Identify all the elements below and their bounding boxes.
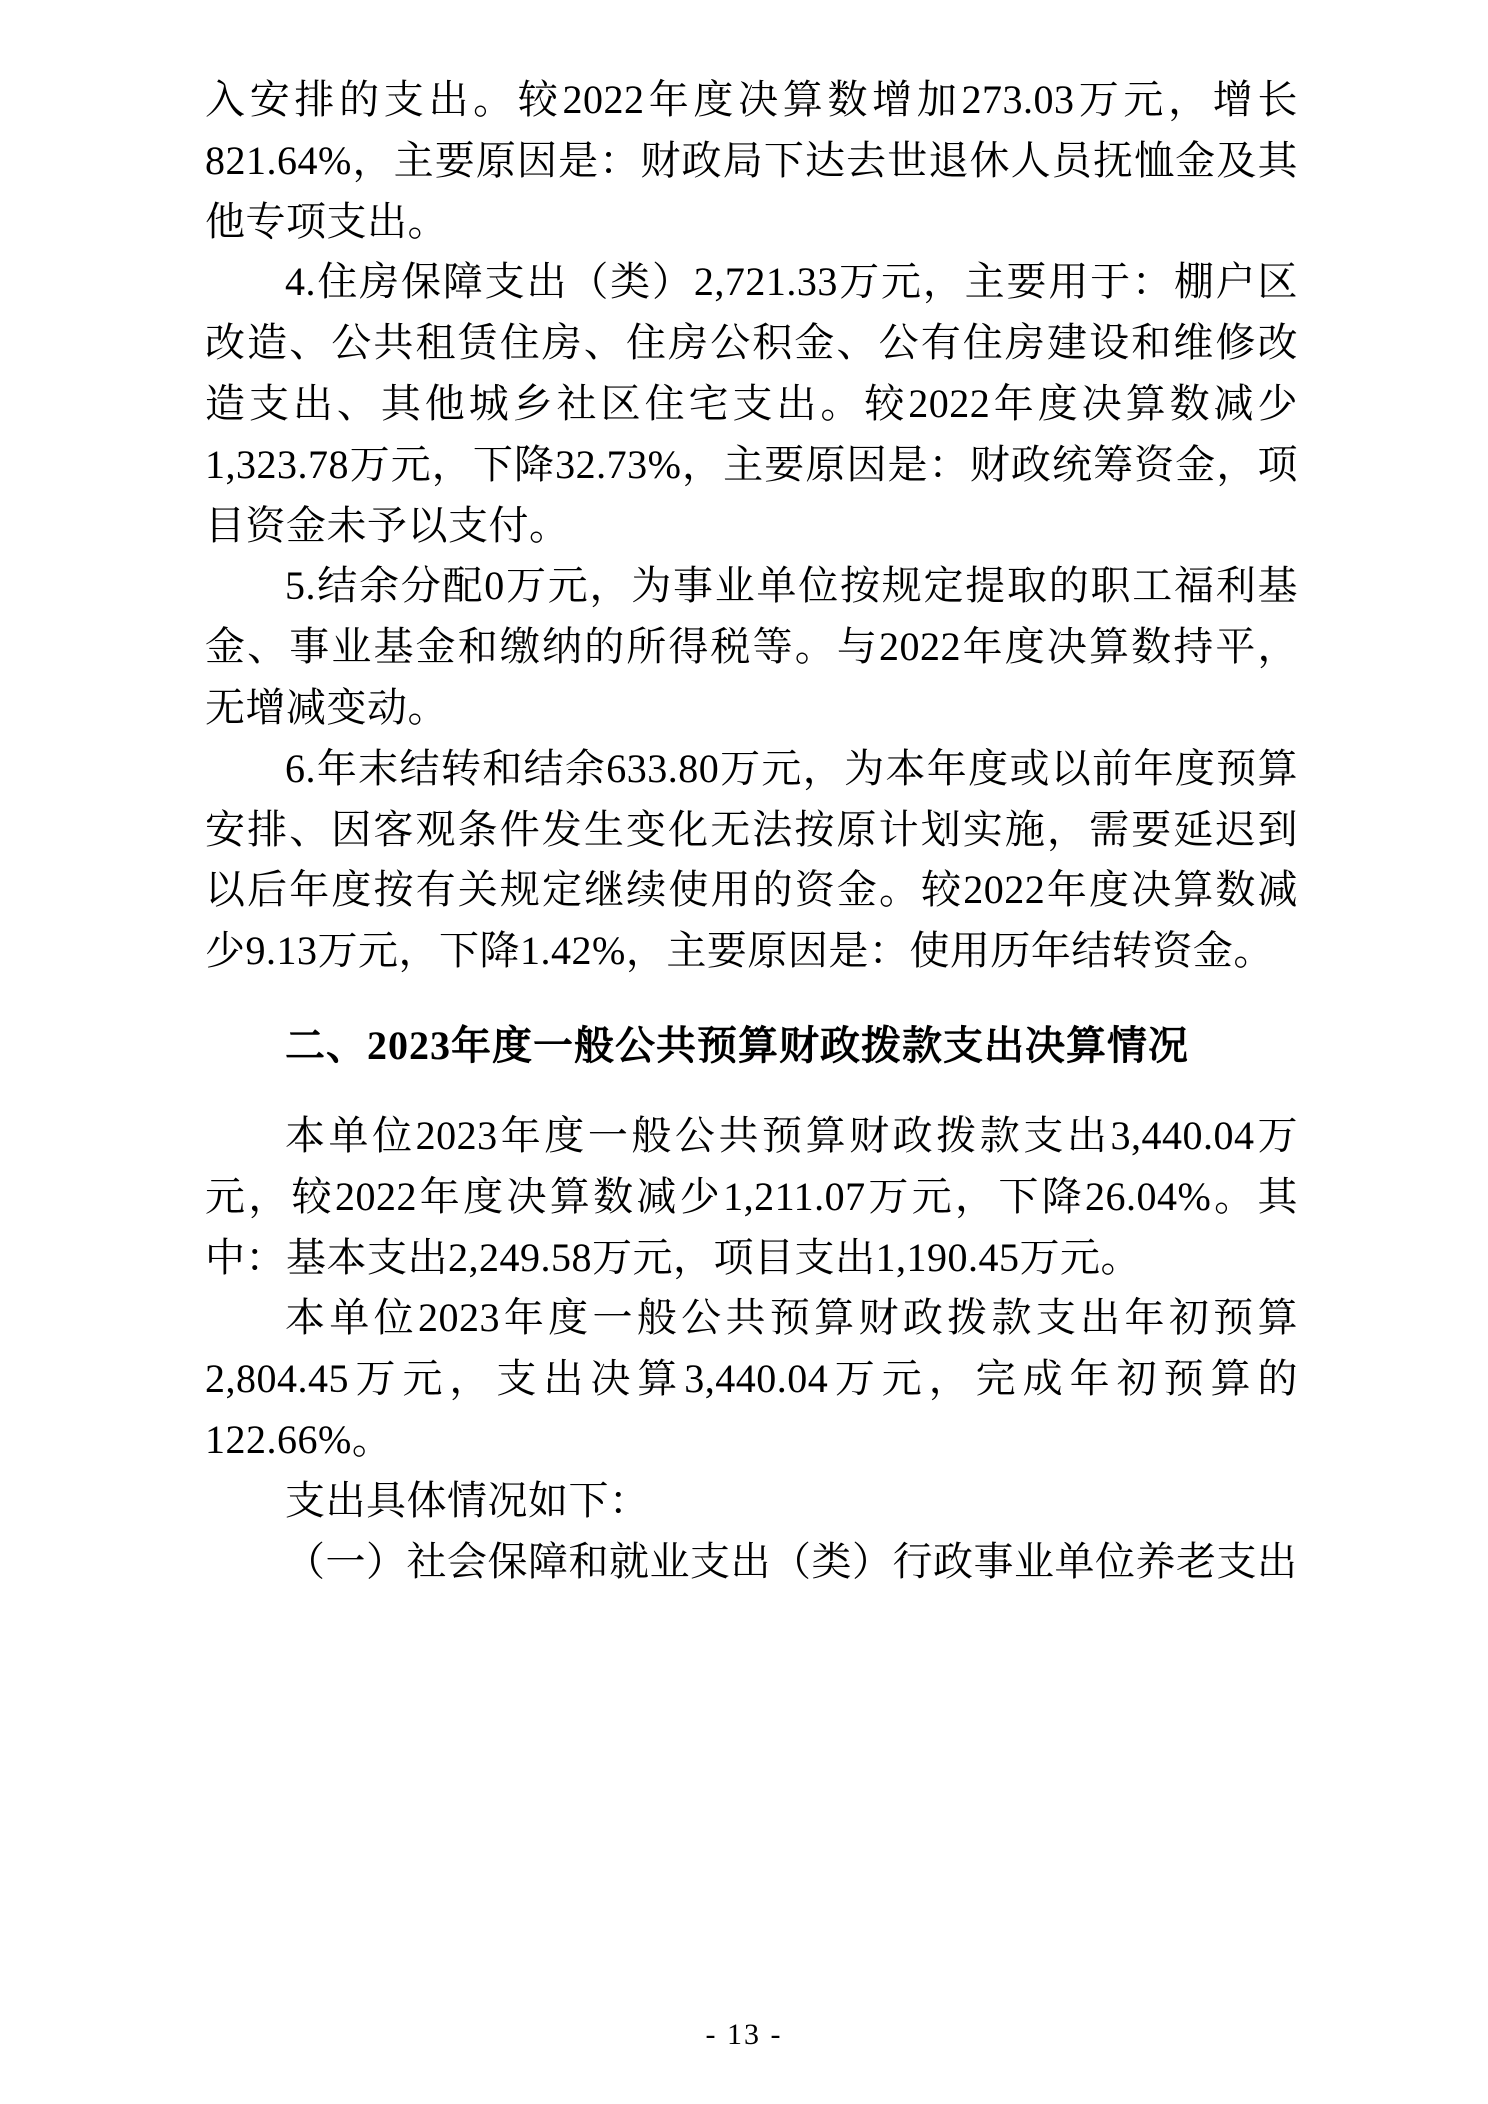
document-body (205, 70, 1298, 1592)
paragraph-item-6: 6.年末结转和结余633.80万元，为本年度或以前年度预算安排、因客观条件发生变化无法按原计划实施，需要延迟到以后年度按有关规定继续使用的资金。较2022年度决算数减少9.13万元，下降1.42%，主要原因是：使用历年结转资金。 (205, 745, 1298, 974)
section-heading: 二、2023年度一般公共预算财政拨款支出决算情况 (285, 1022, 1189, 1068)
paragraph-item-5: 5.结余分配0万元，为事业单位按规定提取的职工福利基金、事业基金和缴纳的所得税等。与2022年度决算数持平，无增减变动。 (205, 563, 1298, 730)
paragraph-subsection-one: （一）社会保障和就业支出（类）行政事业单位养老支出 (285, 1538, 1298, 1584)
paragraph-continuation: 入安排的支出。较2022年度决算数增加273.03万元，增长821.64%，主要原因是：财政局下达去世退休人员抚恤金及其他专项支出。 (205, 77, 1298, 244)
paragraph-details-lead: 支出具体情况如下： (285, 1477, 650, 1523)
page-number: - 13 - (705, 2018, 783, 2051)
paragraph-budget-expenditure: 本单位2023年度一般公共预算财政拨款支出3,440.04万元，较2022年度决算数减少1,211.07万元，下降26.04%。其中：基本支出2,249.58万元，项目支出1,190.45万元。 (205, 1112, 1298, 1280)
paragraph-initial-budget: 本单位2023年度一般公共预算财政拨款支出年初预算2,804.45万元，支出决算3,440.04万元，完成年初预算的122.66%。 (205, 1295, 1298, 1462)
paragraph-item-4: 4.住房保障支出（类）2,721.33万元，主要用于：棚户区改造、公共租赁住房、住房公积金、公有住房建设和维修改造支出、其他城乡社区住宅支出。较2022年度决算数减少1,323.78万元，下降32.73%，主要原因是：财政统筹资金，项目资金未予以支付。 (205, 259, 1298, 548)
